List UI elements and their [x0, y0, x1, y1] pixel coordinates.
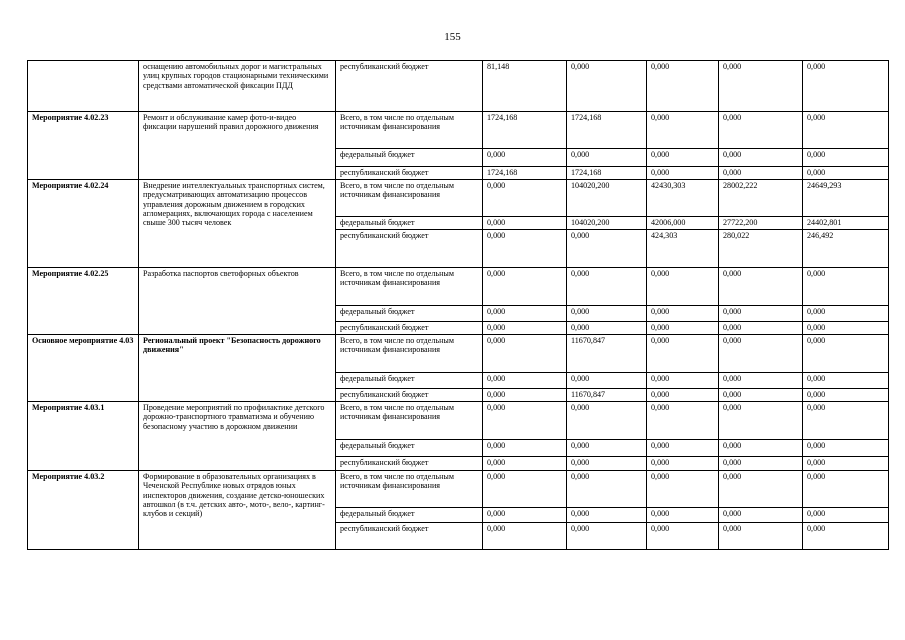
funding-source: республиканский бюджет	[336, 230, 483, 268]
funding-source: федеральный бюджет	[336, 508, 483, 523]
value-cell: 28002,222	[719, 180, 803, 217]
value-cell: 0,000	[647, 373, 719, 389]
value-cell: 0,000	[803, 268, 889, 306]
value-cell: 0,000	[803, 322, 889, 335]
activity-name: Региональный проект "Безопасность дорожного движения"	[139, 335, 336, 402]
funding-source: республиканский бюджет	[336, 61, 483, 112]
value-cell: 11670,847	[567, 389, 647, 402]
value-cell: 0,000	[647, 471, 719, 508]
value-cell: 0,000	[803, 373, 889, 389]
activity-code: Мероприятие 4.02.24	[28, 180, 139, 268]
activity-code: Мероприятие 4.03.2	[28, 471, 139, 550]
value-cell: 0,000	[567, 440, 647, 457]
value-cell: 0,000	[567, 457, 647, 471]
value-cell: 0,000	[647, 523, 719, 550]
value-cell: 0,000	[803, 167, 889, 180]
table-row	[28, 335, 889, 373]
value-cell: 0,000	[803, 149, 889, 167]
value-cell: 0,000	[483, 508, 567, 523]
value-cell: 0,000	[647, 112, 719, 149]
activity-name: Ремонт и обслуживание камер фото-и-видео фиксации нарушений правил дорожного движения	[139, 112, 336, 180]
value-cell: 0,000	[647, 322, 719, 335]
value-cell: 0,000	[803, 112, 889, 149]
value-cell: 0,000	[483, 471, 567, 508]
value-cell: 0,000	[567, 268, 647, 306]
table-row	[28, 268, 889, 306]
value-cell: 0,000	[647, 508, 719, 523]
activity-name: оснащению автомобильных дорог и магистральных улиц крупных городов стационарными техническими средствами автоматической фиксации ПДД	[139, 61, 336, 112]
funding-source: Всего, в том числе по отдельным источникам финансирования	[336, 335, 483, 373]
value-cell: 0,000	[567, 230, 647, 268]
funding-source: федеральный бюджет	[336, 217, 483, 230]
value-cell: 0,000	[719, 268, 803, 306]
value-cell: 0,000	[719, 523, 803, 550]
value-cell: 0,000	[719, 112, 803, 149]
value-cell: 0,000	[719, 149, 803, 167]
activity-code	[28, 61, 139, 112]
funding-source: республиканский бюджет	[336, 322, 483, 335]
funding-source: федеральный бюджет	[336, 306, 483, 322]
table-row	[28, 180, 889, 217]
value-cell: 0,000	[567, 149, 647, 167]
table-row	[28, 402, 889, 440]
value-cell: 0,000	[567, 373, 647, 389]
activity-code: Мероприятие 4.02.25	[28, 268, 139, 335]
value-cell: 0,000	[567, 508, 647, 523]
value-cell: 0,000	[803, 508, 889, 523]
value-cell: 0,000	[803, 61, 889, 112]
value-cell: 42430,303	[647, 180, 719, 217]
funding-source: республиканский бюджет	[336, 457, 483, 471]
value-cell: 0,000	[483, 180, 567, 217]
value-cell: 0,000	[483, 149, 567, 167]
funding-source: федеральный бюджет	[336, 440, 483, 457]
value-cell: 0,000	[719, 402, 803, 440]
value-cell: 1724,168	[483, 167, 567, 180]
value-cell: 104020,200	[567, 217, 647, 230]
value-cell: 0,000	[567, 402, 647, 440]
value-cell: 0,000	[719, 389, 803, 402]
value-cell: 0,000	[647, 306, 719, 322]
value-cell: 0,000	[647, 335, 719, 373]
value-cell: 0,000	[719, 440, 803, 457]
value-cell: 0,000	[719, 373, 803, 389]
activity-name: Внедрение интеллектуальных транспортных систем, предусматривающих автоматизацию процессов управления дорожным движением в городских агломерациях, включающих города с населением свыше 300 тысяч человек	[139, 180, 336, 268]
value-cell: 0,000	[483, 402, 567, 440]
value-cell: 27722,200	[719, 217, 803, 230]
value-cell: 42006,000	[647, 217, 719, 230]
value-cell: 0,000	[803, 523, 889, 550]
funding-source: республиканский бюджет	[336, 389, 483, 402]
value-cell: 424,303	[647, 230, 719, 268]
value-cell: 24649,293	[803, 180, 889, 217]
funding-source: республиканский бюджет	[336, 167, 483, 180]
value-cell: 246,492	[803, 230, 889, 268]
value-cell: 1724,168	[567, 167, 647, 180]
value-cell: 0,000	[803, 389, 889, 402]
value-cell: 0,000	[803, 402, 889, 440]
table-row	[28, 471, 889, 508]
value-cell: 0,000	[483, 440, 567, 457]
value-cell: 0,000	[483, 523, 567, 550]
value-cell: 0,000	[647, 61, 719, 112]
table-row	[28, 61, 889, 112]
funding-source: Всего, в том числе по отдельным источникам финансирования	[336, 112, 483, 149]
value-cell: 0,000	[647, 149, 719, 167]
table-row	[28, 112, 889, 149]
activity-code: Мероприятие 4.03.1	[28, 402, 139, 471]
value-cell: 1724,168	[567, 112, 647, 149]
activity-code: Мероприятие 4.02.23	[28, 112, 139, 180]
funding-source: федеральный бюджет	[336, 149, 483, 167]
value-cell: 0,000	[719, 335, 803, 373]
value-cell: 0,000	[483, 306, 567, 322]
activity-code: Основное мероприятие 4.03	[28, 335, 139, 402]
funding-source: Всего, в том числе по отдельным источникам финансирования	[336, 268, 483, 306]
value-cell: 0,000	[803, 471, 889, 508]
value-cell: 0,000	[647, 457, 719, 471]
value-cell: 0,000	[483, 268, 567, 306]
value-cell: 280,022	[719, 230, 803, 268]
funding-source: Всего, в том числе по отдельным источникам финансирования	[336, 402, 483, 440]
value-cell: 0,000	[483, 457, 567, 471]
value-cell: 0,000	[719, 61, 803, 112]
value-cell: 0,000	[567, 471, 647, 508]
value-cell: 0,000	[803, 306, 889, 322]
value-cell: 0,000	[647, 389, 719, 402]
value-cell: 104020,200	[567, 180, 647, 217]
value-cell: 0,000	[719, 457, 803, 471]
budget-table	[27, 60, 889, 550]
value-cell: 0,000	[483, 373, 567, 389]
value-cell: 0,000	[567, 61, 647, 112]
value-cell: 81,148	[483, 61, 567, 112]
value-cell: 0,000	[803, 457, 889, 471]
value-cell: 0,000	[483, 230, 567, 268]
value-cell: 0,000	[567, 523, 647, 550]
value-cell: 0,000	[483, 389, 567, 402]
value-cell: 0,000	[719, 508, 803, 523]
activity-name: Проведение мероприятий по профилактике детского дорожно-транспортного травматизма и обучению безопасному участию в дорожном движении	[139, 402, 336, 471]
value-cell: 0,000	[719, 471, 803, 508]
value-cell: 0,000	[647, 440, 719, 457]
value-cell: 0,000	[803, 440, 889, 457]
value-cell: 1724,168	[483, 112, 567, 149]
funding-source: федеральный бюджет	[336, 373, 483, 389]
value-cell: 0,000	[719, 322, 803, 335]
value-cell: 0,000	[803, 335, 889, 373]
value-cell: 0,000	[567, 306, 647, 322]
value-cell: 0,000	[567, 322, 647, 335]
funding-source: Всего, в том числе по отдельным источникам финансирования	[336, 471, 483, 508]
value-cell: 0,000	[719, 306, 803, 322]
funding-source: Всего, в том числе по отдельным источникам финансирования	[336, 180, 483, 217]
value-cell: 24402,801	[803, 217, 889, 230]
activity-name: Формирование в образовательных организациях в Чеченской Республике новых отрядов юных инспекторов движения, создание детско-юношеских автошкол (в т.ч. детских авто-, мото-, вело-, картинг-клубов и секций)	[139, 471, 336, 550]
value-cell: 0,000	[647, 268, 719, 306]
funding-source: республиканский бюджет	[336, 523, 483, 550]
value-cell: 0,000	[483, 217, 567, 230]
value-cell: 0,000	[483, 322, 567, 335]
activity-name: Разработка паспортов светофорных объектов	[139, 268, 336, 335]
value-cell: 0,000	[647, 167, 719, 180]
value-cell: 0,000	[483, 335, 567, 373]
value-cell: 0,000	[719, 167, 803, 180]
value-cell: 0,000	[647, 402, 719, 440]
value-cell: 11670,847	[567, 335, 647, 373]
page-number: 155	[444, 31, 461, 43]
